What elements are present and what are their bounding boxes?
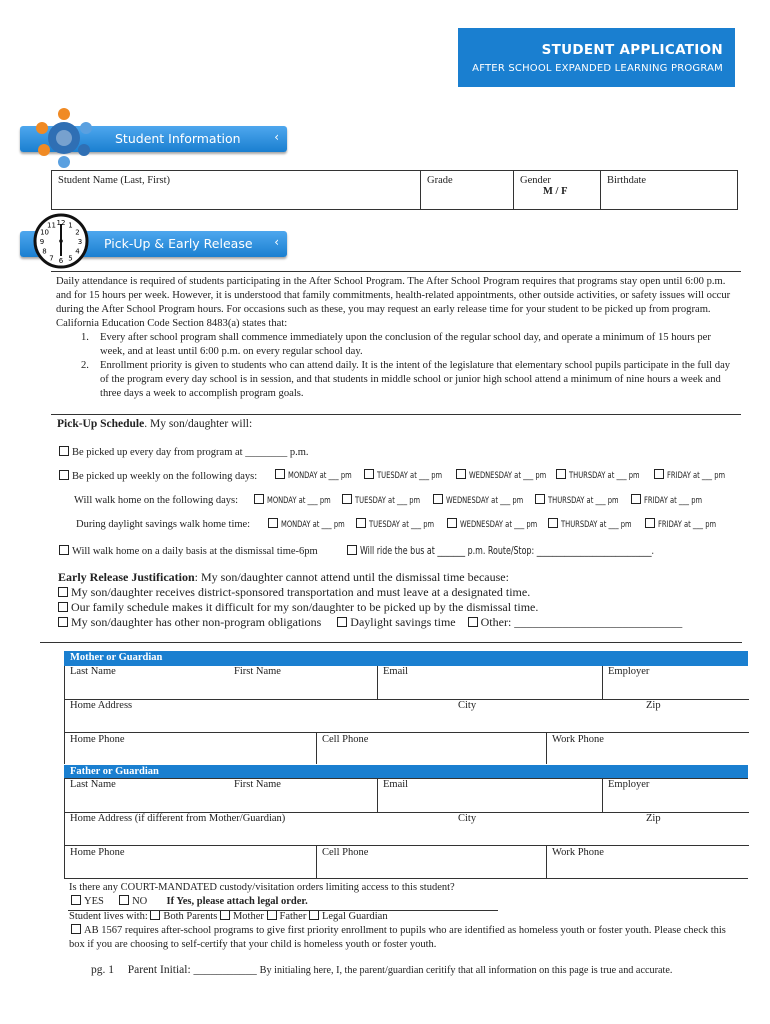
dst-wednesday-checkbox[interactable] — [447, 518, 457, 528]
dst-walk-label: During daylight savings walk home time: — [76, 519, 251, 530]
clock-number: 7 — [49, 254, 54, 263]
grade-label: Grade — [427, 175, 453, 186]
walk-daily-row — [59, 545, 318, 557]
clock-number: 8 — [42, 247, 47, 256]
student-info-banner-label: Student Information — [115, 131, 241, 146]
schedule-heading-row: Pick-Up Schedule. My son/daughter will: — [57, 418, 253, 430]
page-number: pg. 1 — [91, 964, 114, 976]
walk-wednesday-checkbox[interactable] — [433, 494, 443, 504]
obligations-checkbox[interactable] — [58, 617, 68, 627]
gender-label: Gender — [520, 175, 551, 186]
divider — [40, 642, 742, 643]
custody-section: Is there any COURT-MANDATED custody/visitation orders limiting access to this student? YES NO If Yes, please attach legal order. Student lives with: Both Parents Mother Father Legal Guardian AB 1567 requires after-school programs to give first priority enrollment to pupils who are identified as homeless youth or foster youth. Please check this box if you are choosing to self-certify that your child is homeless youth or foster youth. — [69, 881, 739, 952]
dst-thursday-checkbox[interactable] — [548, 518, 558, 528]
birthdate-label: Birthdate — [607, 175, 647, 186]
grade-field[interactable] — [421, 171, 514, 210]
daily-pickup-checkbox[interactable] — [59, 446, 69, 456]
father-employer-label: Employer — [608, 779, 650, 790]
clock-number: 11 — [47, 221, 56, 230]
father-zip-label: Zip — [646, 813, 661, 824]
family-schedule-checkbox[interactable] — [58, 602, 68, 612]
lives-with-label: Student lives with: — [69, 911, 148, 922]
clock-number: 6 — [58, 257, 64, 265]
custody-question: Is there any COURT-MANDATED custody/visitation orders limiting access to this student? — [69, 882, 455, 893]
parent-initial-field[interactable]: Parent Initial: ___________ — [127, 964, 257, 976]
pickup-body — [56, 275, 736, 401]
dst-friday-checkbox[interactable] — [645, 518, 655, 528]
wednesday-checkbox[interactable] — [456, 469, 466, 479]
code-line: California Education Code Section 8483(a) states that: — [56, 318, 288, 329]
clock-number: 3 — [77, 238, 83, 246]
ab-1567-text: AB 1567 requires after-school programs to give first priority enrollment to pupils who are identified as homeless youth or foster youth. Please check this box if you are choosing to self-certify that your child is homeless youth or foster youth. — [69, 925, 726, 950]
student-info-table — [51, 170, 738, 210]
father-first-name-label: First Name — [234, 779, 281, 790]
bus-label: Will ride the bus at _______ p.m. Route/Stop: _____________________________. — [360, 544, 655, 557]
early-release-heading: Early Release Justification — [58, 570, 195, 584]
schedule-heading: Pick-Up Schedule — [57, 418, 145, 430]
both-parents-checkbox[interactable] — [150, 910, 160, 920]
weekly-pickup-label: Be picked up weekly on the following days: — [72, 471, 258, 482]
divider — [51, 414, 741, 415]
father-home-address-label: Home Address (if different from Mother/Guardian) — [70, 813, 286, 824]
mother-grid — [64, 666, 748, 764]
mother-employer-label: Employer — [608, 666, 650, 677]
gender-field[interactable] — [514, 171, 601, 210]
list-item: 1. Every after school program shall commence immediately upon the conclusion of the regular school day, and operate a minimum of 15 hours per week, and at least until 6:00 p.m. on every regular school day. — [81, 332, 711, 357]
walk-daily-checkbox[interactable] — [59, 545, 69, 555]
dst-tuesday-checkbox[interactable] — [356, 518, 366, 528]
mother-zip-label: Zip — [646, 700, 661, 711]
clock-icon — [33, 213, 89, 269]
mother-email-label: Email — [383, 666, 409, 677]
opt-weekly-row — [59, 470, 257, 482]
chevron-left-icon: ‹ — [274, 130, 279, 144]
birthdate-field[interactable] — [601, 171, 738, 210]
walk-monday-checkbox[interactable] — [254, 494, 264, 504]
mother-cell-phone-label: Cell Phone — [322, 734, 369, 745]
walk-days-label: Will walk home on the following days: — [74, 495, 239, 506]
weekly-pickup-checkbox[interactable] — [59, 470, 69, 480]
student-name-label: Student Name (Last, First) — [58, 175, 170, 186]
mother-checkbox[interactable] — [220, 910, 230, 920]
mother-home-address-label: Home Address — [70, 700, 133, 711]
clock-number: 1 — [68, 221, 73, 230]
custody-note: If Yes, please attach legal order. — [166, 896, 308, 907]
father-cell-phone-label: Cell Phone — [322, 847, 369, 858]
divider — [51, 271, 741, 272]
father-work-phone-label: Work Phone — [552, 847, 604, 858]
clock-number: 4 — [75, 247, 80, 256]
list-item: 2. Enrollment priority is given to students who can attend daily. It is the intent of the legislature that elementary school pupils participate in the full day of the program every day school is in session, and that students in middle school or junior high school attend a minimum of nine hours a week and three days a week to accomplish program goals. — [81, 360, 731, 399]
bus-row — [347, 544, 768, 557]
divider — [64, 878, 748, 879]
requirements-list — [56, 331, 736, 401]
walk-tuesday-checkbox[interactable] — [342, 494, 352, 504]
clock-number: 9 — [39, 238, 45, 246]
bus-checkbox[interactable] — [347, 545, 357, 555]
homeless-foster-checkbox[interactable] — [71, 924, 81, 934]
daily-pickup-label: Be picked up every day from program at ________ p.m. — [72, 447, 309, 458]
monday-checkbox[interactable] — [275, 469, 285, 479]
daylight-savings-checkbox[interactable] — [337, 617, 347, 627]
opt-daily-row — [59, 446, 308, 458]
father-grid — [64, 779, 748, 878]
father-city-label: City — [458, 813, 477, 824]
mother-work-phone-label: Work Phone — [552, 734, 604, 745]
friday-checkbox[interactable] — [654, 469, 664, 479]
custody-yes-checkbox[interactable] — [71, 895, 81, 905]
father-checkbox[interactable] — [267, 910, 277, 920]
page-title: STUDENT APPLICATION — [541, 42, 723, 58]
chevron-left-icon: ‹ — [274, 235, 279, 249]
father-home-phone-label: Home Phone — [70, 847, 125, 858]
father-last-name-label: Last Name — [70, 779, 116, 790]
walk-friday-checkbox[interactable] — [631, 494, 641, 504]
legal-guardian-checkbox[interactable] — [309, 910, 319, 920]
pickup-banner-label: Pick-Up & Early Release — [104, 236, 253, 251]
mother-home-phone-label: Home Phone — [70, 734, 125, 745]
attendance-paragraph: Daily attendance is required of students participating in the After School Program. The After School Program requires that programs stay open until 6:00 p.m. and for 15 hours per week. However, it is understood that family commitments, health-related appointments, other outside activities, or safety issues will occur during the After School Program hours. For occasions such as these, you may request an early release time for your student to be picked up from program. — [56, 276, 731, 315]
father-bar: Father or Guardian — [64, 765, 748, 778]
mother-section — [64, 651, 748, 666]
clock-number: 2 — [75, 228, 80, 237]
footer — [91, 964, 672, 976]
custody-no-checkbox[interactable] — [119, 895, 129, 905]
clock-number: 10 — [40, 228, 50, 237]
transport-checkbox[interactable] — [58, 587, 68, 597]
page-subtitle: AFTER SCHOOL EXPANDED LEARNING PROGRAM — [472, 63, 723, 74]
father-email-label: Email — [383, 779, 409, 790]
thursday-checkbox[interactable] — [556, 469, 566, 479]
early-release-section: Early Release Justification: My son/daughter cannot attend until the dismissal time because: My son/daughter receives district-sponsored transportation and must leave at a designated time. Our family schedule makes it difficult for my son/daughter to be picked up by the dismissal time. My son/daughter has other non-program obligations Daylight savings time Other: ____________________________ — [58, 570, 683, 629]
clock-number: 12 — [56, 219, 66, 227]
mother-first-name-label: First Name — [234, 666, 281, 677]
student-name-field[interactable] — [52, 171, 421, 210]
certify-statement: By initialing here, I, the parent/guardian ceritify that all information on this page is true and accurate. — [259, 965, 673, 976]
people-circle-icon — [34, 106, 94, 168]
gender-options: M / F — [543, 186, 568, 197]
walk-daily-label: Will walk home on a daily basis at the dismissal time-6pm — [72, 546, 318, 557]
father-section — [64, 765, 748, 779]
other-checkbox[interactable] — [468, 617, 478, 627]
mother-city-label: City — [458, 700, 477, 711]
walk-thursday-checkbox[interactable] — [535, 494, 545, 504]
dst-monday-checkbox[interactable] — [268, 518, 278, 528]
mother-last-name-label: Last Name — [70, 666, 116, 677]
mother-bar: Mother or Guardian — [64, 651, 748, 664]
clock-number: 5 — [68, 254, 73, 263]
tuesday-checkbox[interactable] — [364, 469, 374, 479]
header-box — [458, 28, 735, 87]
